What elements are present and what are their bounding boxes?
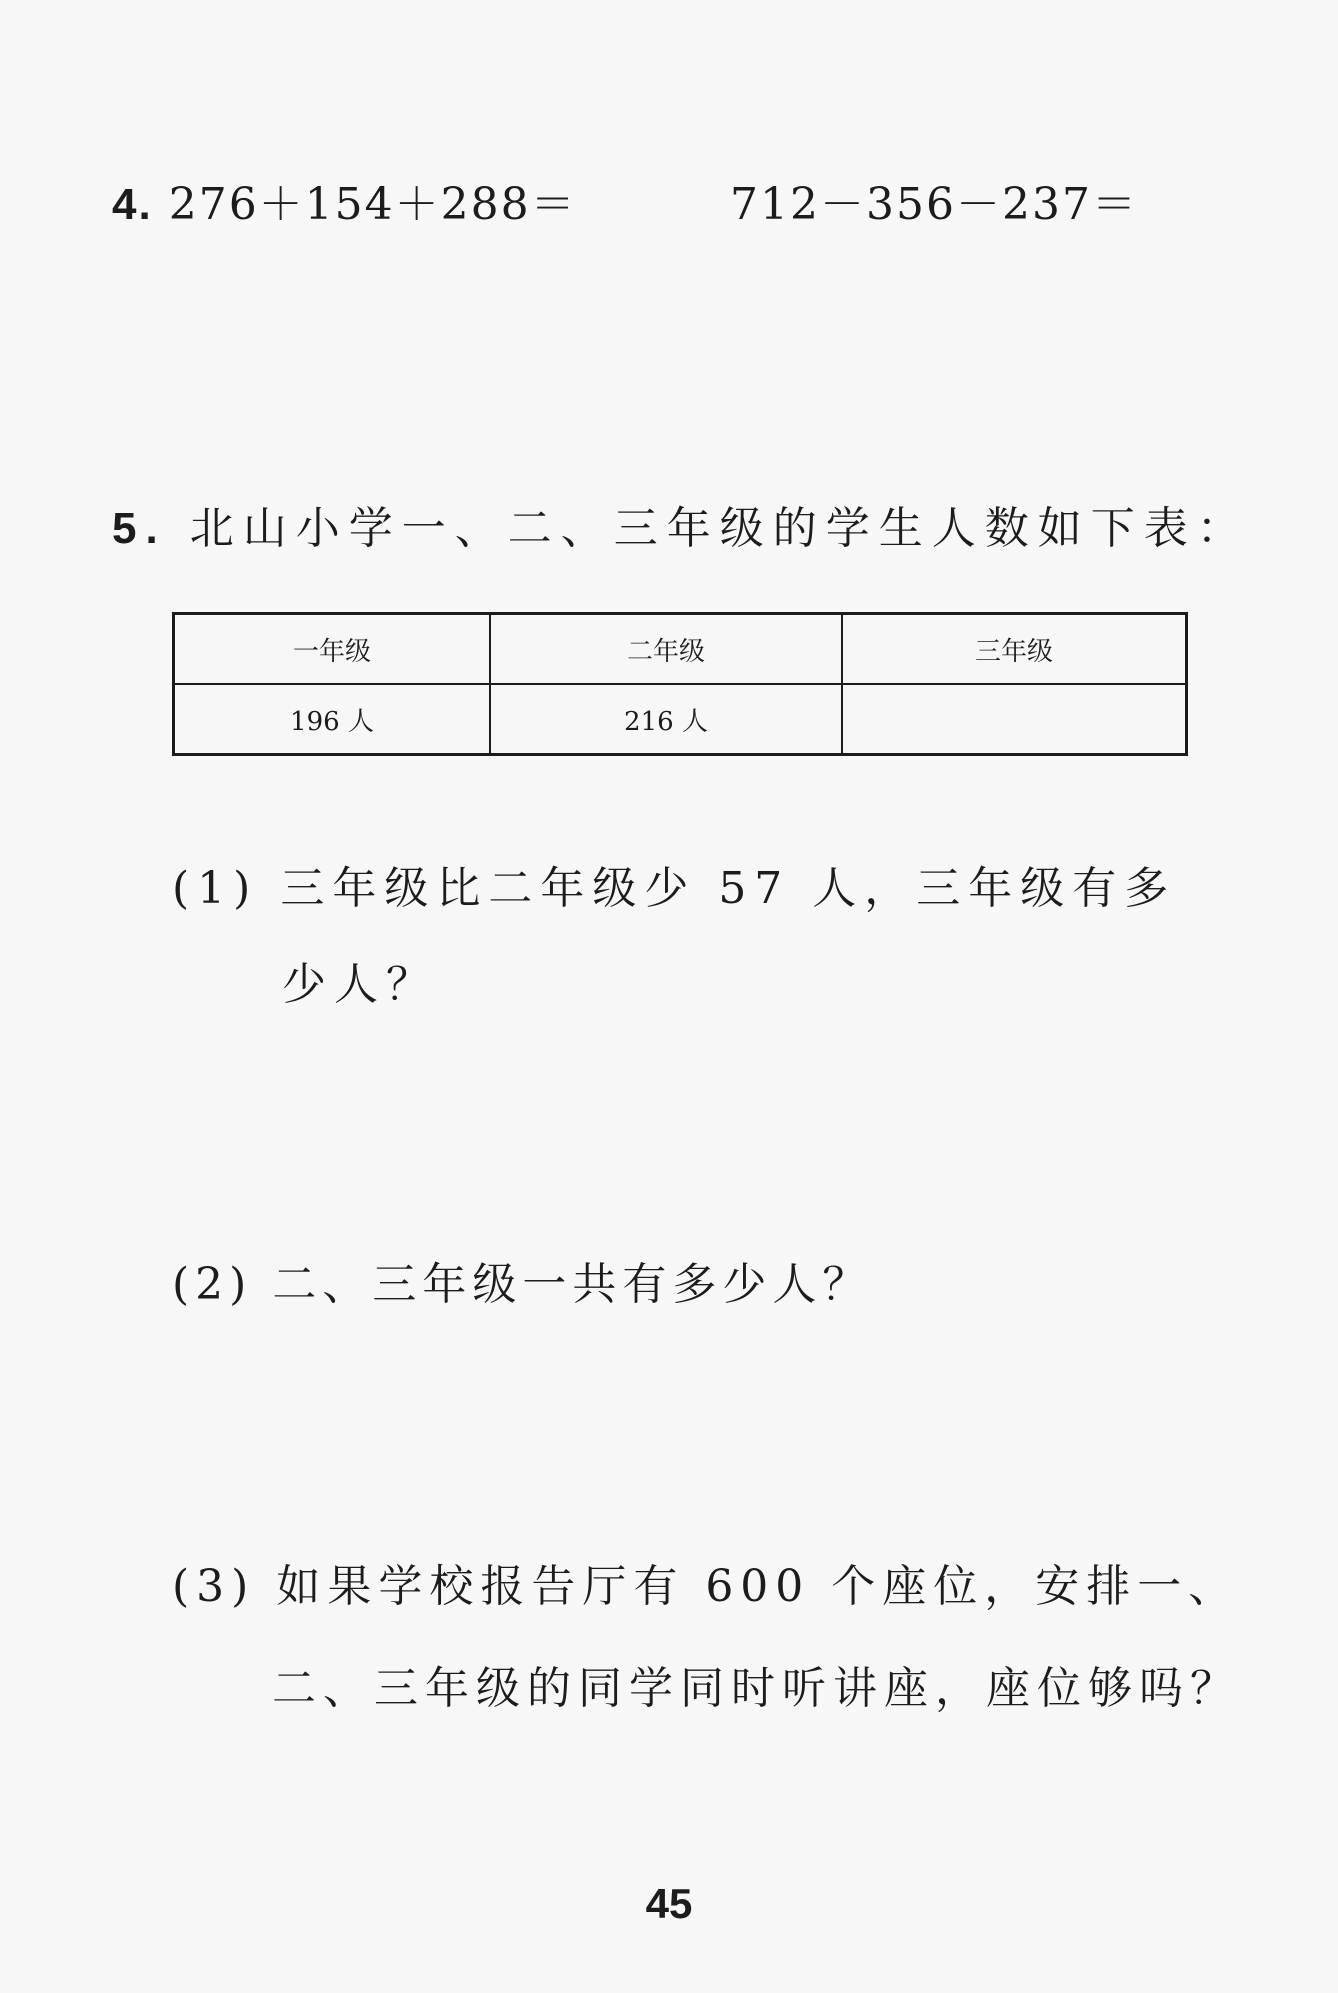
sub-question-3-line-2: 二、三年级的同学同时听讲座，座位够吗？	[272, 1663, 1241, 1714]
value-grade-2: 216 人	[490, 684, 842, 755]
sub-question-3-label: (3)	[172, 1561, 256, 1612]
sub-question-3-line-1	[172, 1550, 1239, 1614]
question-4-number: 4.	[112, 180, 153, 229]
sub-question-3-text: 如果学校报告厅有 600 个座位，安排一、	[276, 1561, 1240, 1612]
table-value-row	[174, 684, 1187, 755]
header-grade-3: 三年级	[842, 614, 1187, 685]
value-grade-3	[842, 684, 1187, 755]
sub-question-2-text: 二、三年级一共有多少人？	[272, 1259, 873, 1310]
sub-question-2-label: (2)	[172, 1259, 253, 1310]
sub-question-1-text: 三年级比二年级少 57 人，三年级有多	[280, 863, 1177, 914]
value-grade-1: 196 人	[174, 684, 491, 755]
sub-question-1-line-2: 少人？	[282, 959, 438, 1010]
page-number: 45	[645, 1880, 693, 1927]
sub-question-2	[172, 1248, 872, 1312]
question-5-number: 5.	[112, 504, 167, 553]
header-grade-2: 二年级	[490, 614, 842, 685]
expression-1: 276＋154＋288＝	[168, 179, 577, 230]
table-header-row	[174, 614, 1187, 685]
header-grade-1: 一年级	[174, 614, 491, 685]
expression-2: 712－356－237＝	[730, 179, 1138, 230]
sub-question-1-line-1	[172, 852, 1176, 916]
question-4	[112, 168, 577, 232]
question-5-prompt: 北山小学一、二、三年级的学生人数如下表：	[189, 503, 1250, 554]
sub-question-1-label: (1)	[172, 863, 259, 914]
student-count-table	[172, 612, 1188, 756]
question-5	[112, 492, 1250, 556]
